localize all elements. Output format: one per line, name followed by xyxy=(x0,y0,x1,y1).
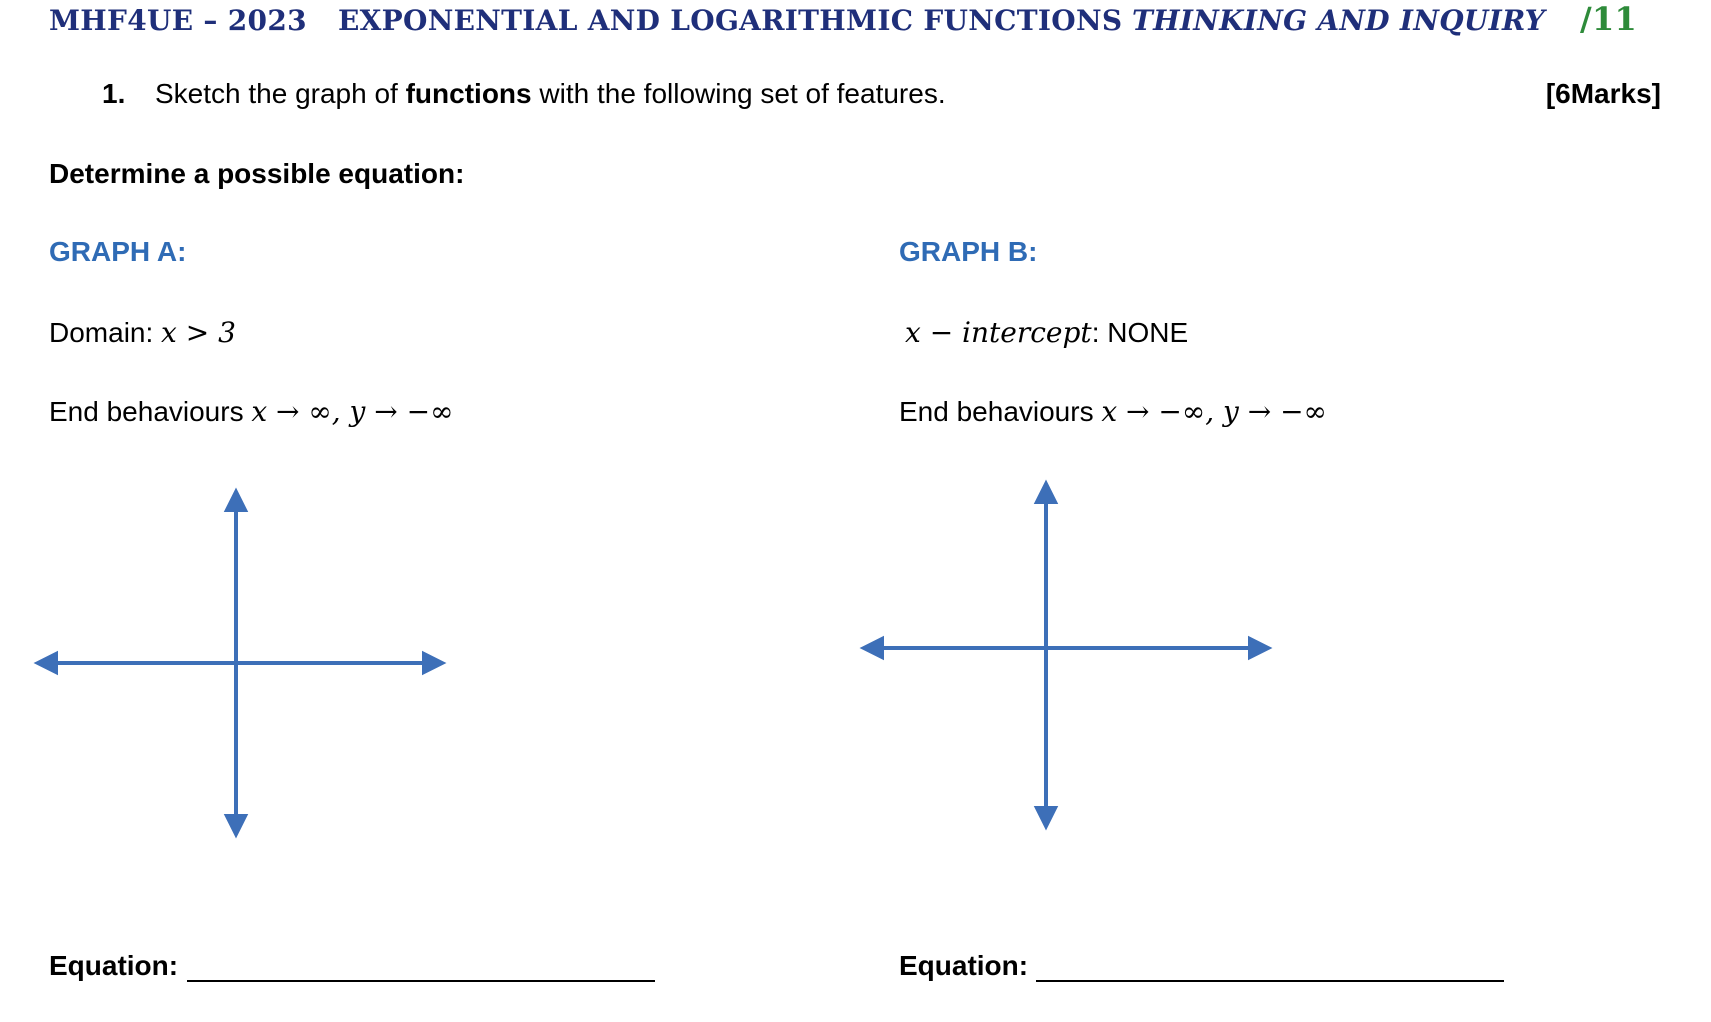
question-number: 1. xyxy=(102,78,126,109)
graph-a-domain: Domain: x > 3 xyxy=(49,316,236,349)
graph-b-equation-blank[interactable] xyxy=(1036,980,1504,982)
instruction-text: Determine a possible equation: xyxy=(49,158,465,189)
graph-b-axes-lines xyxy=(864,484,1268,826)
graph-a-title: GRAPH A: xyxy=(49,236,187,267)
question-text: Sketch the graph of functions with the following set of features. xyxy=(155,78,946,109)
graph-b-title: GRAPH B: xyxy=(899,236,1038,267)
question-marks: [6Marks] xyxy=(1545,78,1661,109)
graph-a-end-behaviour: End behaviours x → ∞, y → −∞ xyxy=(49,395,454,428)
course-code: MHF4UE – 2023 xyxy=(49,4,307,37)
graph-b-equation-label: Equation: xyxy=(899,950,1029,981)
score-total: /11 xyxy=(1580,0,1638,38)
graph-a-equation-label: Equation: xyxy=(49,950,179,981)
unit-title: EXPONENTIAL AND LOGARITHMIC FUNCTIONS xyxy=(338,4,1123,37)
graph-b-x-arrow-right xyxy=(1250,639,1268,657)
graph-b-y-arrow-down xyxy=(1037,808,1055,826)
graph-b-y-arrow-up xyxy=(1037,484,1055,502)
graph-b-end-behaviour: End behaviours x → −∞, y → −∞ xyxy=(899,395,1327,428)
graph-b-x-arrow-left xyxy=(864,639,882,657)
category-title: THINKING AND INQUIRY xyxy=(1132,4,1546,37)
graph-b-x-intercept: x − intercept: NONE xyxy=(905,316,1189,349)
